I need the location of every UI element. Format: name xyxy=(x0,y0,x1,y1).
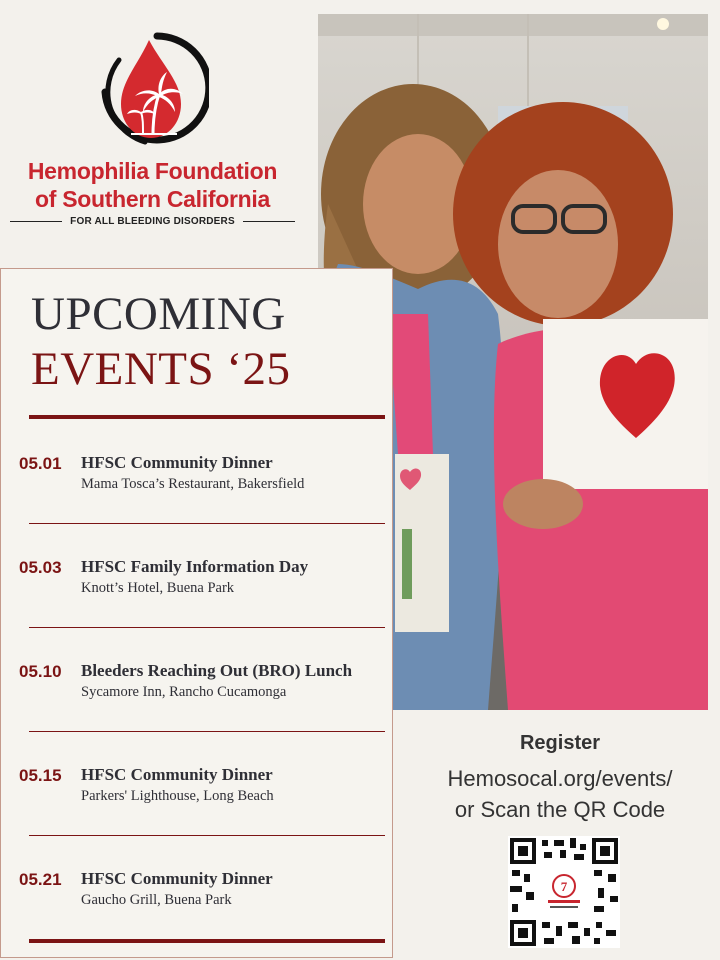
event-title: HFSC Community Dinner xyxy=(81,869,273,888)
event-venue: Gaucho Grill, Buena Park xyxy=(81,892,232,908)
tagline-row xyxy=(10,213,295,229)
event-date: 05.15 xyxy=(19,766,62,785)
heading-events-year: EVENTS ‘25 xyxy=(31,343,291,395)
divider xyxy=(29,415,385,419)
event-title: HFSC Community Dinner xyxy=(81,765,273,784)
event-date: 05.10 xyxy=(19,662,62,681)
event-title: HFSC Family Information Day xyxy=(81,557,309,576)
org-name-line2: of Southern California xyxy=(35,186,270,212)
divider xyxy=(10,221,62,222)
org-tagline: FOR ALL BLEEDING DISORDERS xyxy=(70,215,235,227)
svg-text:7: 7 xyxy=(560,879,568,894)
event-date: 05.21 xyxy=(19,870,62,889)
divider xyxy=(29,627,385,628)
event-date: 05.03 xyxy=(19,558,62,577)
register-url-link[interactable]: Hemosocal.org/events/ xyxy=(447,766,673,791)
divider xyxy=(29,835,385,836)
divider xyxy=(243,221,295,222)
register-title: Register xyxy=(519,732,601,754)
divider xyxy=(29,939,385,943)
blood-drop-palm-tree-icon xyxy=(97,30,209,148)
event-venue: Knott’s Hotel, Buena Park xyxy=(81,580,235,596)
divider xyxy=(29,523,385,524)
logo-panel xyxy=(0,0,305,268)
events-card xyxy=(0,268,393,958)
register-scan-text: or Scan the QR Code xyxy=(454,797,666,822)
event-title: HFSC Community Dinner xyxy=(81,453,273,472)
event-title: Bleeders Reaching Out (BRO) Lunch xyxy=(81,661,353,680)
event-venue: Mama Tosca’s Restaurant, Bakersfield xyxy=(81,476,305,492)
org-name-line1: Hemophilia Foundation xyxy=(27,158,278,184)
event-venue: Parkers' Lighthouse, Long Beach xyxy=(81,788,274,804)
event-venue: Sycamore Inn, Rancho Cucamonga xyxy=(81,684,287,700)
divider xyxy=(29,731,385,732)
qr-code-icon[interactable] xyxy=(508,836,620,948)
event-date: 05.01 xyxy=(19,454,62,473)
heading-upcoming: UPCOMING xyxy=(31,288,286,340)
